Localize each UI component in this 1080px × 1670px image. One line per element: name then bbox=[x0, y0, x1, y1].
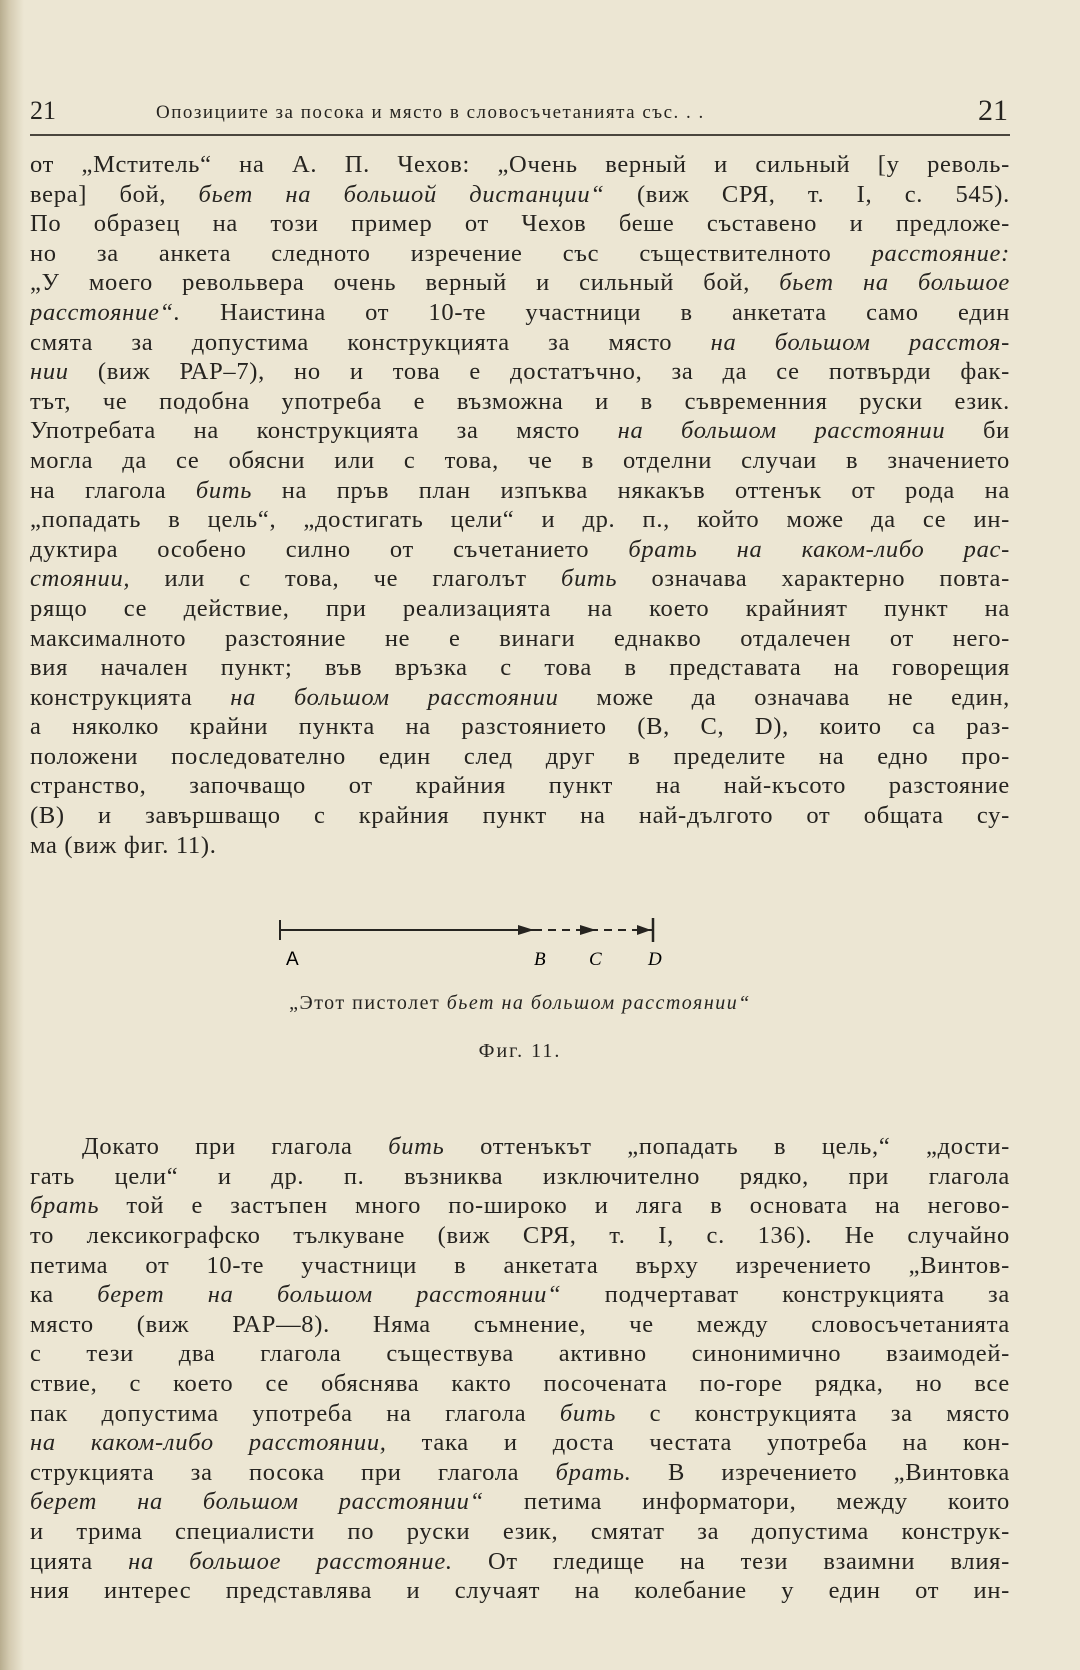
paragraph-1 bbox=[30, 150, 1010, 860]
text-segment: От гледище на тези взаимни влия- bbox=[452, 1547, 1010, 1575]
text-segment: петима от 10-те участници в анкетата върху изречението „Винтов- bbox=[30, 1251, 1010, 1279]
text-segment: означава характерно повта- bbox=[617, 565, 1010, 593]
text-line bbox=[30, 742, 1010, 772]
text-segment: на пръв план изпъква някакъв оттенък от рода на bbox=[252, 476, 1010, 504]
text-segment: гать цели“ и др. п. възниква изключително рядко, при глагола bbox=[30, 1162, 1010, 1190]
text-line bbox=[30, 1339, 1010, 1369]
caption-italic: бьет на большом расстоянии“ bbox=[446, 992, 751, 1015]
label-a: A bbox=[286, 949, 299, 971]
text-line bbox=[30, 505, 1010, 535]
text-segment: така и доста честата употреба на кон- bbox=[386, 1429, 1010, 1457]
text-segment: ния интерес представлява и случаят на колебание у един от ин- bbox=[30, 1577, 1010, 1605]
text-line bbox=[30, 1251, 1010, 1281]
label-c: C bbox=[589, 949, 602, 971]
italic-segment: расстояние: bbox=[871, 239, 1010, 267]
italic-segment: берет на большом расстоянии“ bbox=[97, 1281, 562, 1309]
text-line bbox=[30, 209, 1010, 239]
text-segment: странство, започващо от крайния пункт на най-късото разстояние bbox=[30, 772, 1010, 800]
text-line bbox=[30, 683, 1010, 713]
caption-prefix: „Этот пистолет bbox=[289, 992, 447, 1015]
text-segment: то лексикографско тълкуване (виж СРЯ, т. I, с. 136). Не случайно bbox=[30, 1222, 1010, 1250]
label-b: B bbox=[534, 949, 546, 971]
paragraph-2 bbox=[30, 1132, 1010, 1606]
text-line bbox=[30, 712, 1010, 742]
text-line bbox=[30, 1162, 1010, 1192]
text-segment: място (виж РАР—8). Няма съмнение, че между словосъчетанията bbox=[30, 1310, 1010, 1338]
italic-segment: берет на большом расстоянии“ bbox=[30, 1488, 484, 1516]
text-segment: положени последователно един след друг в пределите на едно про- bbox=[30, 742, 1010, 770]
text-segment: Употребата на конструкцията за място bbox=[30, 417, 618, 445]
text-line bbox=[30, 476, 1010, 506]
arrow-b-icon bbox=[518, 925, 534, 935]
text-line bbox=[30, 653, 1010, 683]
italic-segment: на большое расстояние. bbox=[128, 1547, 453, 1575]
italic-segment: бить bbox=[559, 1399, 617, 1427]
text-segment: подчертават конструкцията за bbox=[561, 1281, 1010, 1309]
italic-segment: расстояние“. bbox=[30, 298, 181, 326]
text-segment: ствие, с което се обяснява както посочената по-горе рядка, но все bbox=[30, 1370, 1010, 1397]
text-segment: дуктира особено силно от съчетанието bbox=[30, 535, 629, 563]
italic-segment: стоянии, bbox=[30, 565, 131, 593]
text-line bbox=[30, 298, 1010, 328]
text-segment: или с това, че глаголът bbox=[130, 565, 562, 593]
text-segment: Наистина от 10-те участници в анкетата само един bbox=[180, 298, 1010, 326]
text-line bbox=[30, 1399, 1010, 1429]
italic-segment: бить bbox=[561, 565, 618, 593]
text-line bbox=[30, 328, 1010, 358]
text-segment: (B) и завършващо с крайния пункт на най-дългото от общата су- bbox=[30, 802, 1010, 830]
text-segment: пак допустима употреба на глагола bbox=[30, 1399, 560, 1427]
text-line bbox=[30, 624, 1010, 654]
distance-diagram bbox=[30, 860, 1010, 1000]
text-line bbox=[30, 771, 1010, 801]
text-segment: струкцията за посока при глагола bbox=[30, 1458, 556, 1486]
text-line bbox=[30, 150, 1010, 180]
italic-segment: на большом расстоянии bbox=[230, 683, 559, 711]
text-segment: оттенъкът „попадать в цель,“ „дости- bbox=[444, 1133, 1010, 1161]
text-segment: от „Мститель“ на А. П. Чехов: „Очень верный и сильный [у револь- bbox=[30, 151, 1010, 178]
figure-number: Фиг. 11. bbox=[478, 1040, 562, 1063]
text-line bbox=[30, 1547, 1010, 1577]
text-segment: и трима специалисти по руски език, смятат за допустима конструк- bbox=[30, 1517, 1010, 1545]
text-line bbox=[30, 387, 1010, 417]
text-segment: би bbox=[945, 417, 1010, 445]
figure-caption bbox=[30, 992, 1010, 1015]
text-segment: Докато при глагола bbox=[82, 1133, 389, 1161]
text-line bbox=[30, 357, 1010, 387]
text-segment: могла да се обясни или с това, че в отделни случаи в значението bbox=[30, 446, 1010, 474]
text-line bbox=[30, 1487, 1010, 1517]
text-segment: конструкцията bbox=[30, 683, 231, 711]
text-line bbox=[30, 1191, 1010, 1221]
running-title: Опозициите за посока и място в словосъчетанията със. . . bbox=[156, 102, 705, 123]
text-segment: а няколко крайни пункта на разстоянието (B, C, D), които са раз- bbox=[30, 713, 1010, 741]
arrow-c-icon bbox=[580, 925, 596, 935]
text-segment: В изречението „Винтовка bbox=[631, 1458, 1010, 1486]
text-segment: максималното разстояние не е винаги еднакво отдалечен от него- bbox=[30, 624, 1010, 652]
text-segment: смята за допустима конструкцията за място bbox=[30, 328, 711, 356]
italic-segment: на большом расстоянии bbox=[617, 417, 946, 445]
italic-segment: бить bbox=[195, 476, 253, 504]
text-segment: „У моего револьвера очень верный и сильный бой, bbox=[30, 269, 780, 297]
text-segment: той е застъпен много по-широко и ляга в основата на негово- bbox=[99, 1192, 1010, 1220]
text-line bbox=[30, 1517, 1010, 1547]
text-segment: „попадать в цель“, „достигать цели“ и др. п., който може да се ин- bbox=[30, 506, 1010, 534]
text-segment: (виж СРЯ, т. I, с. 545). bbox=[604, 180, 1010, 208]
text-line bbox=[30, 239, 1010, 269]
label-d: D bbox=[648, 949, 662, 971]
book-spine-shadow bbox=[0, 0, 24, 1670]
italic-segment: брать. bbox=[555, 1458, 632, 1486]
figure-11 bbox=[30, 860, 1010, 1118]
text-line bbox=[30, 594, 1010, 624]
text-segment: (виж РАР–7), но и това е достатъчно, за да се потвърди фак- bbox=[68, 358, 1010, 386]
text-line bbox=[30, 416, 1010, 446]
text-segment: но за анкета следното изречение със съществителното bbox=[30, 239, 872, 267]
text-line bbox=[30, 535, 1010, 565]
text-line bbox=[30, 446, 1010, 476]
text-segment: ма (виж фиг. 11). bbox=[30, 831, 217, 859]
text-segment: с тези два глагола съществува активно синонимично взаимодей- bbox=[30, 1340, 1010, 1368]
text-line bbox=[30, 1458, 1010, 1488]
text-segment: вия начален пункт; във връзка с това в представата на говорещия bbox=[30, 654, 1010, 682]
arrow-d-icon bbox=[637, 925, 651, 935]
text-line bbox=[30, 268, 1010, 298]
text-line bbox=[30, 564, 1010, 594]
text-segment: По образец на този пример от Чехов беше съставено и предложе- bbox=[30, 210, 1010, 238]
italic-segment: бьет на большой дистанции“ bbox=[198, 180, 605, 208]
page-number-left: 21 bbox=[30, 96, 56, 125]
text-line bbox=[30, 831, 1010, 861]
book-page bbox=[30, 92, 1010, 1606]
italic-segment: нии bbox=[30, 358, 69, 386]
text-line bbox=[30, 1369, 1010, 1399]
text-line bbox=[30, 1132, 1010, 1162]
italic-segment: брать на каком-либо рас- bbox=[628, 535, 1010, 563]
italic-segment: брать bbox=[30, 1192, 100, 1220]
text-line bbox=[30, 180, 1010, 210]
text-line bbox=[30, 1576, 1010, 1606]
running-header bbox=[30, 92, 1010, 136]
italic-segment: на каком-либо расстоянии, bbox=[30, 1429, 387, 1457]
text-segment: тът, че подобна употреба е възможна и в съвременния руски език. bbox=[30, 387, 1010, 415]
text-line bbox=[30, 1280, 1010, 1310]
text-line bbox=[30, 1310, 1010, 1340]
text-segment: рящо се действие, при реализацията на което крайният пункт на bbox=[30, 594, 1010, 622]
text-segment: цията bbox=[30, 1547, 129, 1575]
text-segment: петима информатори, между които bbox=[483, 1488, 1010, 1516]
text-line bbox=[30, 1221, 1010, 1251]
text-line bbox=[30, 801, 1010, 831]
italic-segment: бить bbox=[388, 1133, 445, 1161]
italic-segment: бьет на большое bbox=[779, 269, 1010, 297]
text-segment: може да означава не един, bbox=[558, 683, 1010, 711]
text-line bbox=[30, 1428, 1010, 1458]
italic-segment: на большом расстоя- bbox=[710, 328, 1010, 356]
text-segment: на глагола bbox=[30, 476, 196, 504]
page-number-right: 21 bbox=[978, 94, 1008, 127]
text-segment: вера] бой, bbox=[30, 180, 199, 208]
text-segment: ка bbox=[30, 1281, 98, 1309]
text-segment: с конструкцията за място bbox=[616, 1399, 1010, 1427]
